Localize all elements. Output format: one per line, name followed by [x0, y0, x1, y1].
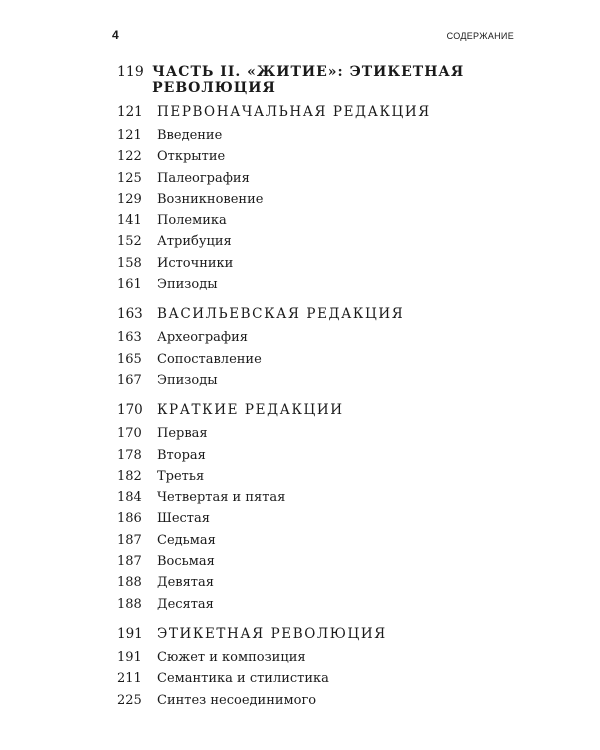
toc-entry: [117, 490, 540, 511]
toc-section-heading: [117, 104, 540, 128]
toc-page-number: 158: [117, 255, 142, 271]
table-of-contents: [117, 64, 540, 714]
toc-page-number: 125: [117, 170, 142, 186]
toc-entry: [117, 575, 540, 596]
toc-entry: [117, 192, 540, 213]
toc-page-number: 187: [117, 532, 142, 548]
toc-entry: [117, 650, 540, 671]
toc-entry-title: Сопоставление: [157, 351, 262, 367]
toc-entry: [117, 213, 540, 234]
toc-page-number: 121: [117, 128, 142, 143]
toc-part-title: ЧАСТЬ II. «ЖИТИЕ»: ЭТИКЕТНАЯ РЕВОЛЮЦИЯ: [152, 64, 465, 96]
toc-section-title: ВАСИЛЬЕВСКАЯ РЕДАКЦИЯ: [157, 306, 405, 323]
toc-entry-title: Палеография: [157, 170, 250, 186]
toc-page-number: 191: [117, 649, 142, 665]
toc-entry: [117, 234, 540, 255]
toc-entry: [117, 426, 540, 447]
toc-page-number: 119: [117, 64, 144, 80]
toc-entry-title: Четвертая и пятая: [157, 490, 286, 506]
toc-entry: [117, 533, 540, 554]
toc-page-number: 121: [117, 104, 143, 120]
toc-section-title: КРАТКИЕ РЕДАКЦИИ: [157, 402, 344, 419]
toc-page-number: 188: [117, 596, 142, 612]
toc-entry-title: Восьмая: [157, 554, 215, 570]
toc-entry-title: Сюжет и композиция: [157, 649, 306, 665]
toc-entry: [117, 171, 540, 192]
toc-entry-title: Третья: [157, 468, 205, 484]
toc-entry: [117, 373, 540, 394]
toc-entry-title: Полемика: [157, 213, 227, 229]
toc-page-number: 182: [117, 468, 142, 484]
toc-entry-title: Шестая: [157, 511, 210, 527]
toc-page-number: 161: [117, 277, 142, 293]
toc-entry: [117, 469, 540, 490]
toc-entry-title: Археография: [157, 330, 248, 346]
toc-page-number: 170: [117, 402, 143, 419]
toc-section-heading: [117, 402, 540, 426]
toc-page-number: 211: [117, 671, 142, 687]
toc-page-number: 187: [117, 554, 142, 570]
toc-entry-title: Атрибуция: [157, 234, 232, 250]
toc-page-number: 141: [117, 213, 142, 229]
toc-page-number: 152: [117, 234, 142, 250]
toc-entry: [117, 149, 540, 170]
toc-entry-title: Синтез несоединимого: [157, 692, 317, 708]
toc-page-number: 163: [117, 330, 142, 346]
toc-entry: [117, 277, 540, 298]
toc-part-entry: [117, 64, 540, 96]
toc-page-number: 188: [117, 575, 142, 591]
toc-entry-title: Первая: [157, 426, 208, 442]
toc-entry-title: Эпизоды: [157, 277, 218, 293]
toc-entry: [117, 511, 540, 532]
toc-section-heading: [117, 626, 540, 650]
toc-entry-title: Эпизоды: [157, 372, 218, 388]
toc-page-number: 170: [117, 426, 142, 442]
toc-section-title: ЭТИКЕТНАЯ РЕВОЛЮЦИЯ: [157, 625, 387, 642]
toc-entry: [117, 671, 540, 692]
toc-entry-title: Десятая: [157, 596, 214, 612]
toc-page-number: 167: [117, 372, 142, 388]
toc-entry-title: Введение: [157, 128, 223, 143]
toc-page-number: 184: [117, 490, 142, 506]
toc-page-number: 129: [117, 191, 142, 207]
toc-entry-title: Открытие: [157, 149, 226, 165]
toc-page-number: 191: [117, 625, 143, 642]
toc-page-number: 178: [117, 447, 142, 463]
toc-entry-title: Вторая: [157, 447, 206, 463]
toc-entry-title: Семантика и стилистика: [157, 671, 329, 687]
toc-page-number: 122: [117, 149, 142, 165]
page-number: 4: [112, 28, 119, 42]
toc-entry: [117, 128, 540, 149]
toc-section-heading: [117, 306, 540, 330]
toc-entry: [117, 256, 540, 277]
toc-entry-title: Возникновение: [157, 191, 264, 207]
running-head: СОДЕРЖАНИЕ: [446, 31, 514, 41]
toc-page-number: 186: [117, 511, 142, 527]
toc-section-title: ПЕРВОНАЧАЛЬНАЯ РЕДАКЦИЯ: [157, 104, 431, 120]
toc-entry-title: Девятая: [157, 575, 214, 591]
page-header: [112, 28, 514, 42]
toc-page-number: 165: [117, 351, 142, 367]
toc-entry: [117, 597, 540, 618]
toc-entry-title: Седьмая: [157, 532, 216, 548]
toc-entry: [117, 554, 540, 575]
toc-entry: [117, 448, 540, 469]
toc-page-number: 225: [117, 692, 142, 708]
toc-sections: [117, 104, 540, 714]
toc-entry-title: Источники: [157, 255, 234, 271]
toc-page-number: 163: [117, 306, 143, 323]
toc-entry: [117, 330, 540, 351]
toc-entry: [117, 352, 540, 373]
toc-entry: [117, 693, 540, 714]
